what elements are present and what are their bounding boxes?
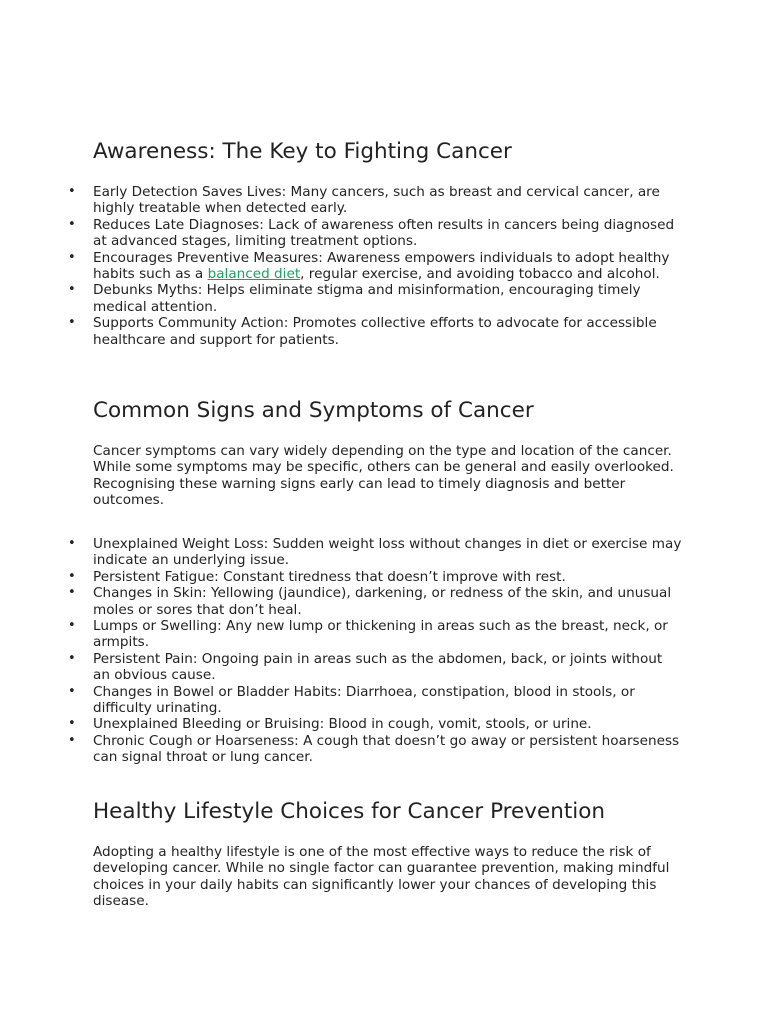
list-item: • Persistent Fatigue: Constant tiredness that doesn’t improve with rest. [93, 569, 683, 585]
section-heading-symptoms: Common Signs and Symptoms of Cancer [93, 398, 534, 423]
list-item: • Early Detection Saves Lives: Many cancers, such as breast and cervical cancer, are highly treatable when detected early. [93, 184, 683, 217]
section-heading-awareness: Awareness: The Key to Fighting Cancer [93, 139, 512, 164]
list-item: • Chronic Cough or Hoarseness: A cough that doesn’t go away or persistent hoarseness can signal throat or lung cancer. [93, 733, 683, 766]
symptoms-list [93, 536, 683, 766]
list-item: • Debunks Myths: Helps eliminate stigma and misinformation, encouraging timely medical attention. [93, 282, 683, 315]
list-item-text: Encourages Preventive Measures: Awareness empowers individuals to adopt healthy habits such as a [93, 249, 670, 283]
list-item-text: , regular exercise, and avoiding tobacco and alcohol. [300, 266, 660, 283]
awareness-list [93, 184, 683, 348]
list-item: • Persistent Pain: Ongoing pain in areas such as the abdomen, back, or joints without an obvious cause. [93, 651, 683, 684]
list-item: • Lumps or Swelling: Any new lump or thickening in areas such as the breast, neck, or armpits. [93, 618, 683, 651]
list-item: • Supports Community Action: Promotes collective efforts to advocate for accessible healthcare and support for patients. [93, 315, 683, 348]
list-item: • Changes in Bowel or Bladder Habits: Diarrhoea, constipation, blood in stools, or difficulty urinating. [93, 684, 683, 717]
list-item: • Unexplained Weight Loss: Sudden weight loss without changes in diet or exercise may indicate an underlying issue. [93, 536, 683, 569]
list-item: • Reduces Late Diagnoses: Lack of awareness often results in cancers being diagnosed at advanced stages, limiting treatment options. [93, 217, 683, 250]
list-item: • Unexplained Bleeding or Bruising: Blood in cough, vomit, stools, or urine. [93, 716, 683, 732]
lifestyle-intro: Adopting a healthy lifestyle is one of the most effective ways to reduce the risk of developing cancer. While no single factor can guarantee prevention, making mindful choices in your daily habits can significantly lower your chances of developing this disease. [93, 844, 670, 910]
balanced-diet-link[interactable]: balanced diet [207, 266, 301, 283]
list-item: • Changes in Skin: Yellowing (jaundice), darkening, or redness of the skin, and unusual moles or sores that don’t heal. [93, 585, 683, 618]
symptoms-intro: Cancer symptoms can vary widely depending on the type and location of the cancer. While some symptoms may be specific, others can be general and easily overlooked. Recognising these warning signs early can lead to timely diagnosis and better outcomes. [93, 443, 674, 509]
list-item [93, 250, 683, 283]
section-heading-lifestyle: Healthy Lifestyle Choices for Cancer Prevention [93, 799, 606, 824]
